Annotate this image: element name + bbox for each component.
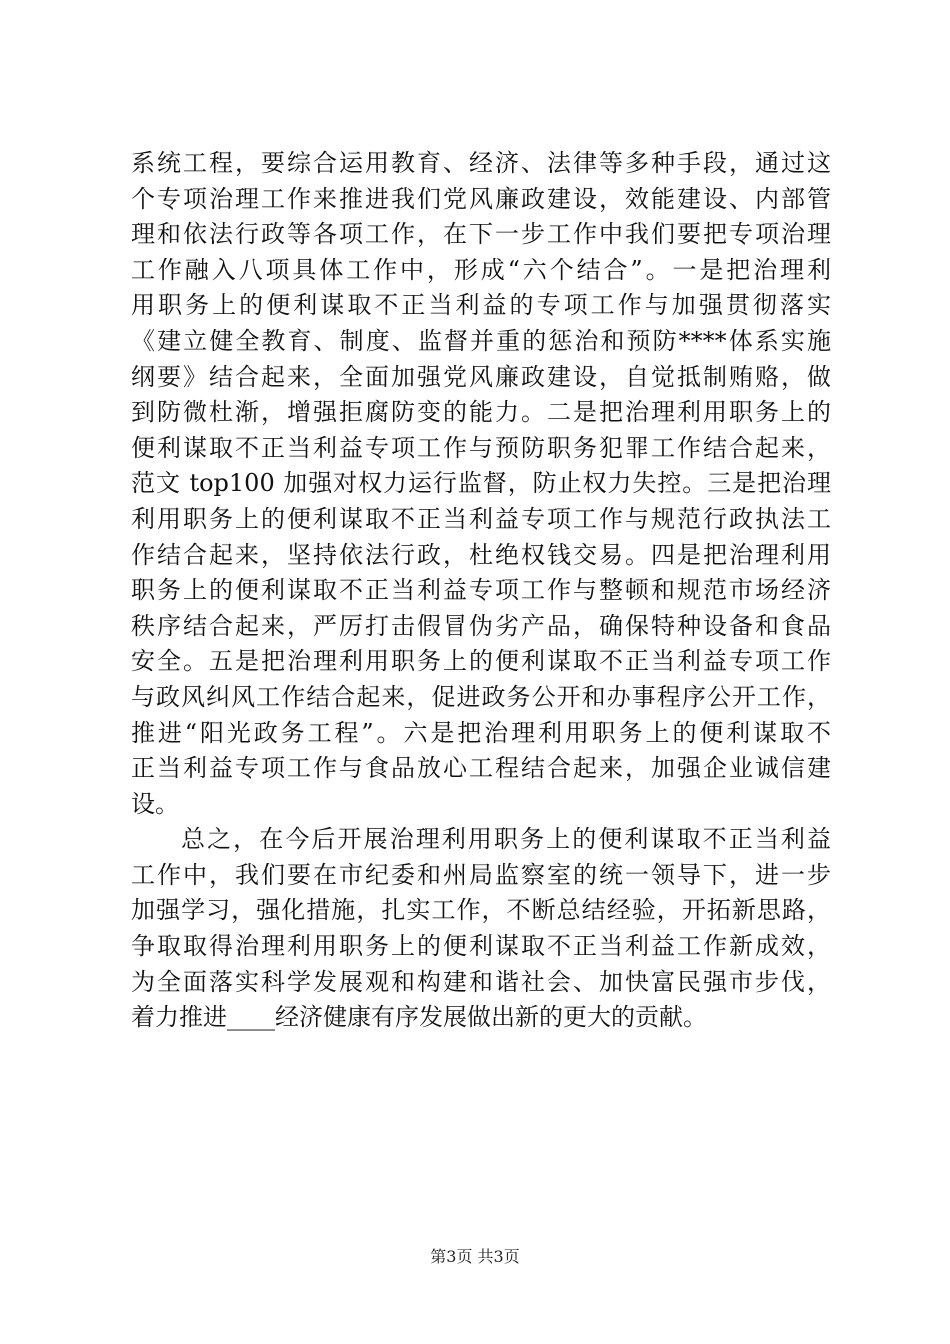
text-line: 用职务上的便利谋取不正当利益的专项工作与加强贯彻落实 <box>131 291 831 320</box>
paragraph <box>131 146 831 822</box>
text-line: 总之，在今后开展治理利用职务上的便利谋取不正当利益 <box>181 825 831 854</box>
page-footer: 第3页 共3页 <box>430 1247 520 1266</box>
text-line: 范文 top100 加强对权力运行监督，防止权力失控。三是把治理 <box>131 469 831 498</box>
text-line: 加强学习，强化措施，扎实工作，不断总结经验，开拓新思路， <box>131 896 831 925</box>
text-line: 个专项治理工作来推进我们党风廉政建设，效能建设、内部管 <box>131 184 831 213</box>
text-line: 秩序结合起来，严厉打击假冒伪劣产品，确保特种设备和食品 <box>131 611 831 640</box>
body-text <box>131 146 831 1036</box>
text-line: 着力推进____经济健康有序发展做出新的更大的贡献。 <box>131 1003 707 1032</box>
text-line: 推进“阳光政务工程”。六是把治理利用职务上的便利谋取不 <box>131 718 831 747</box>
text-line: 设。 <box>131 789 179 818</box>
text-line: 职务上的便利谋取不正当利益专项工作与整顿和规范市场经济 <box>131 576 831 605</box>
text-line: 系统工程，要综合运用教育、经济、法律等多种手段，通过这 <box>131 149 831 177</box>
text-line: 《建立健全教育、制度、监督并重的惩治和预防****体系实施 <box>131 326 831 355</box>
text-line: 到防微杜渐，增强拒腐防变的能力。二是把治理利用职务上的 <box>131 398 831 427</box>
text-line: 安全。五是把治理利用职务上的便利谋取不正当利益专项工作 <box>131 647 831 676</box>
text-line: 便利谋取不正当利益专项工作与预防职务犯罪工作结合起来， <box>131 433 831 462</box>
paragraph <box>131 822 831 1036</box>
text-line: 工作中，我们要在市纪委和州局监察室的统一领导下，进一步 <box>131 860 831 889</box>
text-line: 作结合起来，坚持依法行政，杜绝权钱交易。四是把治理利用 <box>131 540 831 569</box>
text-line: 正当利益专项工作与食品放心工程结合起来，加强企业诚信建 <box>131 754 831 783</box>
text-line: 与政风纠风工作结合起来，促进政务公开和办事程序公开工作， <box>131 682 831 711</box>
text-line: 争取取得治理利用职务上的便利谋取不正当利益工作新成效， <box>131 932 831 961</box>
text-line: 理和依法行政等各项工作，在下一步工作中我们要把专项治理 <box>131 220 831 249</box>
text-line: 纲要》结合起来，全面加强党风廉政建设，自觉抵制贿赂，做 <box>131 362 831 391</box>
text-line: 利用职务上的便利谋取不正当利益专项工作与规范行政执法工 <box>131 504 831 533</box>
text-line: 工作融入八项具体工作中，形成“六个结合”。一是把治理利 <box>131 255 831 284</box>
text-line: 为全面落实科学发展观和构建和谐社会、加快富民强市步伐， <box>131 967 831 996</box>
